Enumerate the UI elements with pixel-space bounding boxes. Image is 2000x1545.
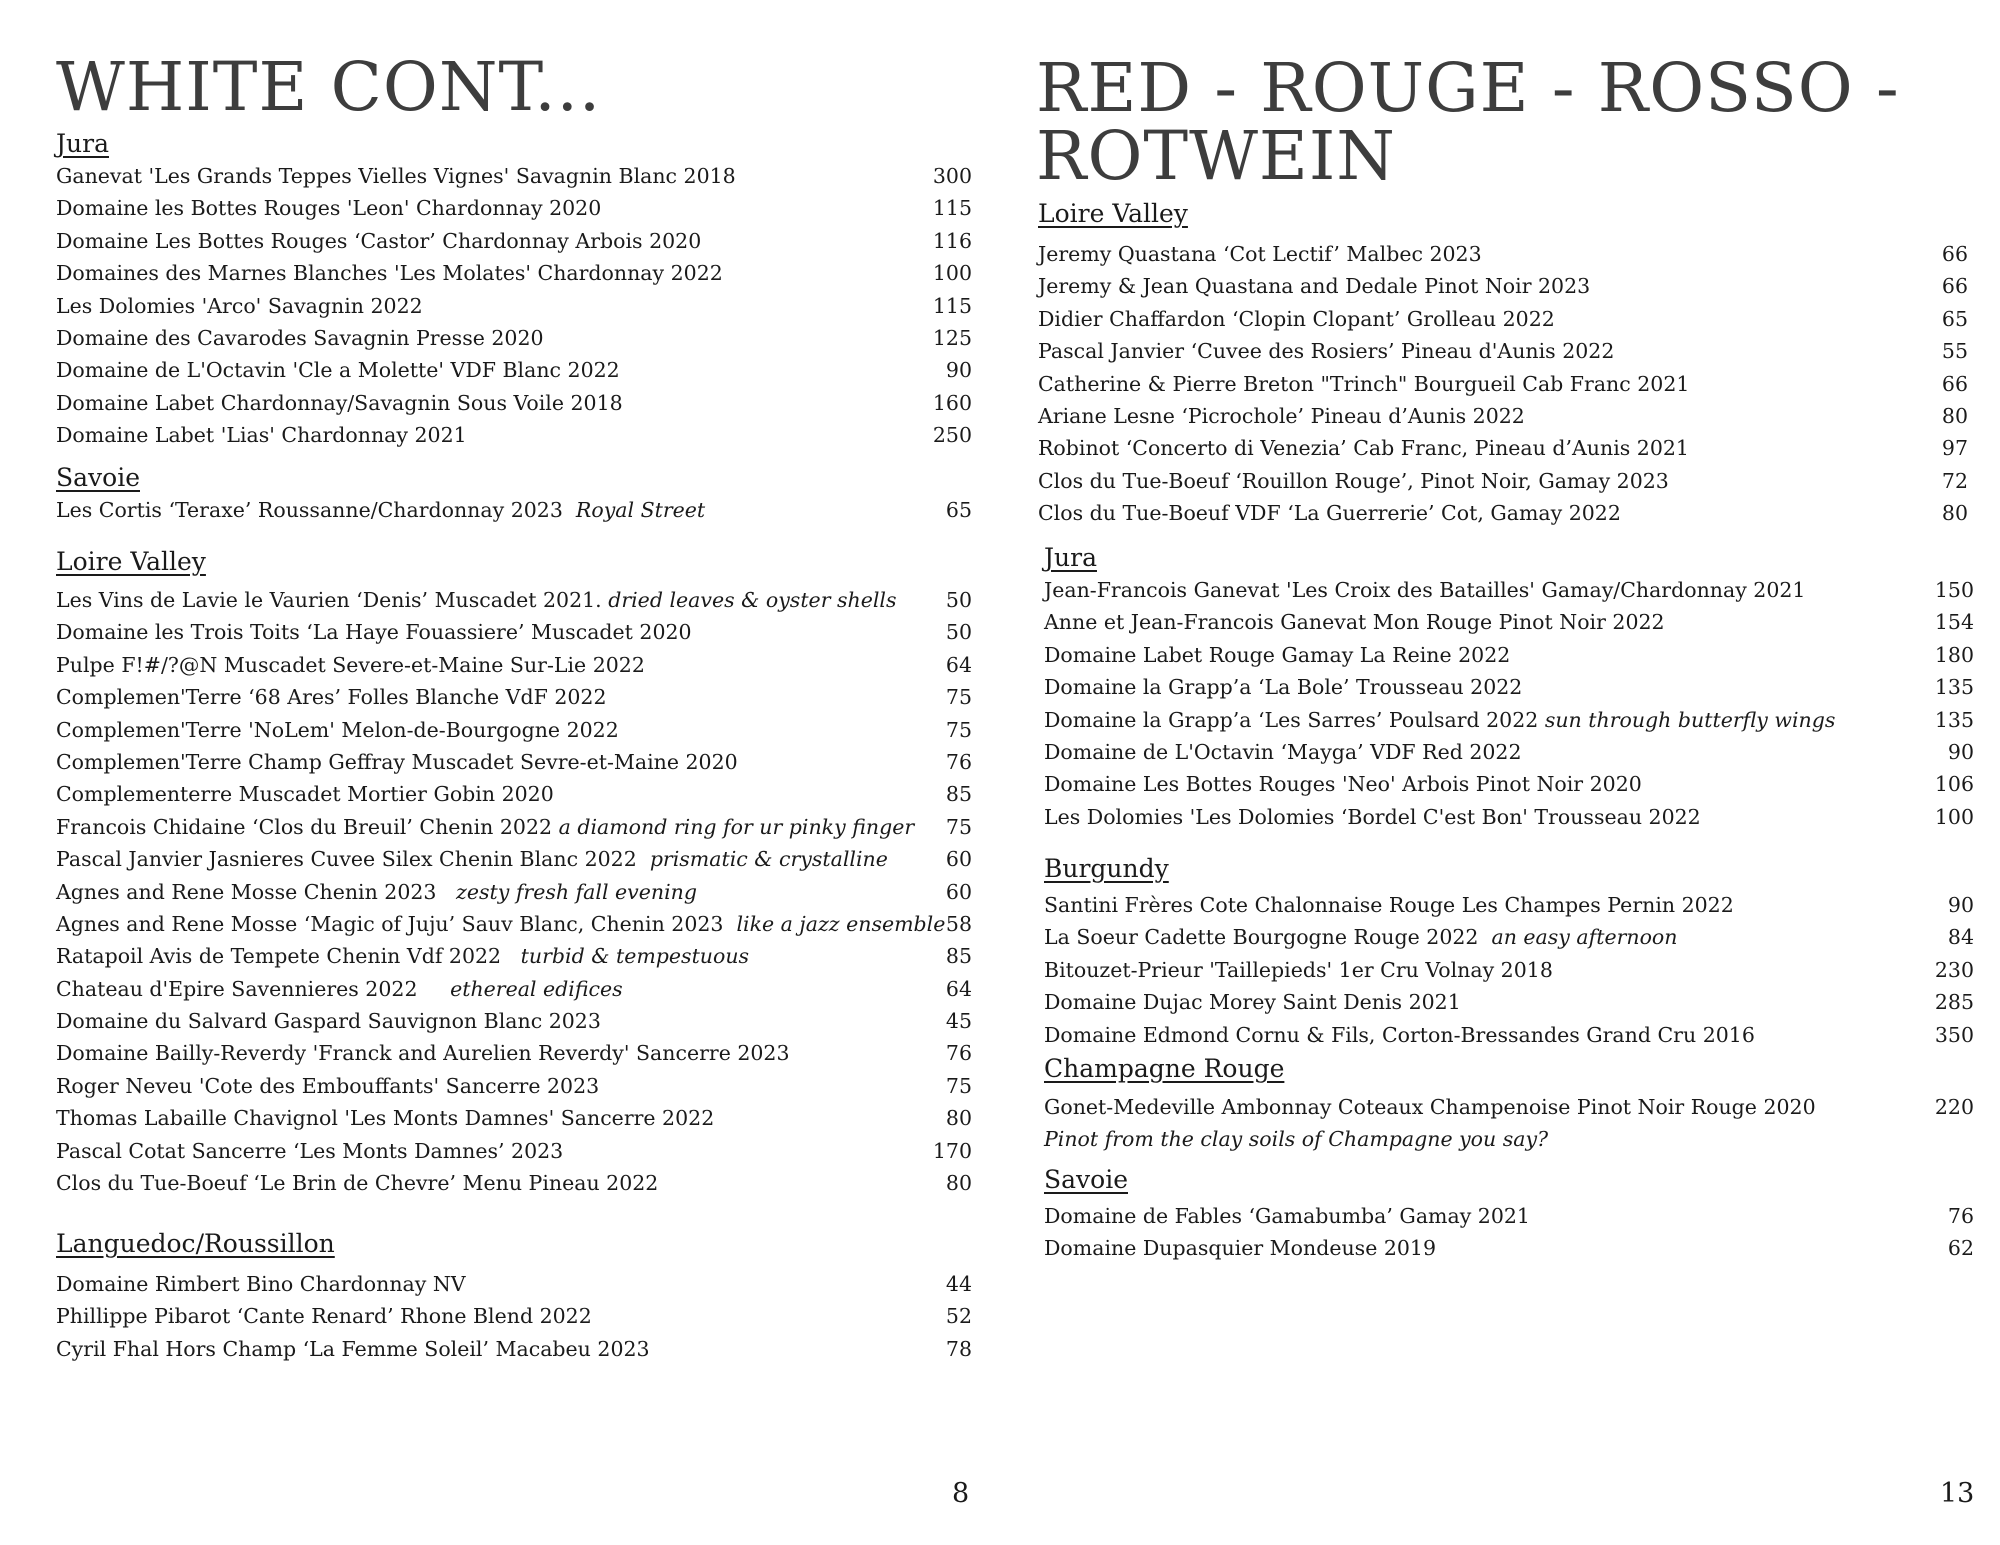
wine-list bbox=[1038, 238, 1968, 530]
wine-price: 60 bbox=[945, 847, 972, 872]
wine-name bbox=[1038, 497, 1936, 529]
wine-price: 350 bbox=[1934, 1022, 1974, 1047]
wine-price: 250 bbox=[932, 423, 972, 448]
wine-price: 60 bbox=[945, 879, 972, 904]
wine-row bbox=[56, 1005, 972, 1037]
wine-price: 78 bbox=[945, 1336, 972, 1361]
wine-price: 90 bbox=[1947, 893, 1974, 917]
wine-row bbox=[1044, 921, 1974, 953]
wine-label: Pascal Cotat Sancerre ‘Les Monts Damnes’ 2023 bbox=[56, 1138, 564, 1163]
wine-price: 125 bbox=[932, 325, 972, 350]
wine-name bbox=[56, 387, 927, 419]
wine-label: Domaines des Marnes Blanches 'Les Molates' Chardonnay 2022 bbox=[56, 261, 723, 286]
wine-row bbox=[1044, 1232, 1974, 1264]
tasting-note: ethereal edifices bbox=[450, 976, 623, 1001]
wine-label: Gonet-Medeville Ambonnay Coteaux Champenoise Pinot Noir Rouge 2020 bbox=[1044, 1095, 1816, 1119]
wine-row bbox=[56, 1300, 972, 1332]
wine-label: Domaine Labet Rouge Gamay La Reine 2022 bbox=[1044, 642, 1511, 667]
wine-name bbox=[1038, 270, 1936, 302]
wine-price: 50 bbox=[945, 588, 972, 612]
wine-label: Domaine la Grapp’a ‘La Bole’ Trousseau 2022 bbox=[1044, 675, 1523, 700]
section-heading: Savoie bbox=[1044, 1165, 1128, 1194]
section-languedoc bbox=[56, 1228, 972, 1365]
tasting-note: a diamond ring for ur pinky finger bbox=[558, 814, 915, 839]
wine-name bbox=[56, 322, 927, 354]
wine-label: Complemen'Terre ‘68 Ares’ Folles Blanche VdF 2022 bbox=[56, 685, 607, 710]
wine-price: 90 bbox=[945, 358, 972, 383]
wine-price: 75 bbox=[945, 685, 972, 710]
wine-label: Complemen'Terre 'NoLem' Melon-de-Bourgogne 2022 bbox=[56, 717, 619, 742]
wine-name bbox=[56, 973, 940, 1005]
wine-row bbox=[56, 290, 972, 322]
section-heading: Loire Valley bbox=[1038, 199, 1188, 228]
wine-row bbox=[56, 1333, 972, 1365]
wine-price: 100 bbox=[1934, 804, 1974, 829]
wine-row bbox=[1044, 671, 1974, 703]
wine-row bbox=[1044, 704, 1974, 736]
wine-label: Domaine Labet 'Lias' Chardonnay 2021 bbox=[56, 423, 467, 448]
wine-label: Domaine de L'Octavin 'Cle a Molette' VDF Blanc 2022 bbox=[56, 358, 620, 383]
wine-label: Domaine Labet Chardonnay/Savagnin Sous Voile 2018 bbox=[56, 390, 623, 415]
wine-row bbox=[1044, 574, 1974, 606]
wine-label: Agnes and Rene Mosse ‘Magic of Juju’ Sauv Blanc, Chenin 2023 bbox=[56, 911, 737, 936]
wine-name bbox=[56, 1037, 940, 1069]
page-title: WHITE CONT... bbox=[56, 48, 602, 126]
wine-price: 76 bbox=[945, 749, 972, 774]
wine-label: Clos du Tue-Boeuf ‘Rouillon Rouge’, Pinot Noir, Gamay 2023 bbox=[1038, 468, 1669, 493]
wine-row bbox=[56, 908, 972, 940]
wine-row bbox=[56, 192, 972, 224]
wine-row bbox=[56, 940, 972, 972]
wine-row bbox=[56, 1135, 972, 1167]
wine-label: Complementerre Muscadet Mortier Gobin 2020 bbox=[56, 782, 554, 807]
wine-label: Domaine Les Bottes Rouges 'Neo' Arbois Pinot Noir 2020 bbox=[1044, 772, 1642, 797]
wine-name bbox=[1044, 1019, 1929, 1051]
wine-name bbox=[56, 778, 940, 810]
wine-list bbox=[1044, 1091, 1974, 1123]
wine-name bbox=[56, 746, 940, 778]
wine-label: Thomas Labaille Chavignol 'Les Monts Damnes' Sancerre 2022 bbox=[56, 1106, 715, 1131]
wine-row bbox=[56, 257, 972, 289]
wine-label: Bitouzet-Prieur 'Taillepieds' 1er Cru Volnay 2018 bbox=[1044, 957, 1553, 982]
wine-row bbox=[56, 1102, 972, 1134]
wine-row bbox=[1044, 986, 1974, 1018]
wine-price: 106 bbox=[1934, 772, 1974, 797]
wine-row bbox=[1038, 238, 1968, 270]
wine-price: 66 bbox=[1941, 274, 1968, 299]
wine-label: Domaine Dujac Morey Saint Denis 2021 bbox=[1044, 990, 1461, 1015]
section-savoie-white bbox=[56, 462, 972, 526]
wine-label: Domaine la Grapp’a ‘Les Sarres’ Poulsard 2022 bbox=[1044, 707, 1545, 732]
wine-price: 115 bbox=[932, 293, 972, 318]
wine-label: Clos du Tue-Boeuf ‘Le Brin de Chevre’ Menu Pineau 2022 bbox=[56, 1171, 659, 1196]
wine-price: 52 bbox=[945, 1304, 972, 1329]
wine-row bbox=[1044, 1019, 1974, 1051]
wine-list bbox=[56, 494, 972, 526]
wine-price: 72 bbox=[1941, 468, 1968, 493]
wine-price: 100 bbox=[932, 261, 972, 286]
wine-label: Jeremy & Jean Quastana and Dedale Pinot Noir 2023 bbox=[1038, 274, 1591, 299]
wine-row bbox=[1044, 606, 1974, 638]
wine-label: Ratapoil Avis de Tempete Chenin Vdf 2022 bbox=[56, 944, 521, 969]
wine-name bbox=[1044, 1200, 1942, 1232]
wine-label: Les Cortis ‘Teraxe’ Roussanne/Chardonnay 2023 bbox=[56, 498, 576, 522]
wine-name bbox=[56, 1333, 940, 1365]
wine-row bbox=[1044, 768, 1974, 800]
wine-price: 75 bbox=[945, 814, 972, 839]
section-burgundy bbox=[1044, 853, 1974, 1051]
wine-price: 66 bbox=[1941, 371, 1968, 396]
wine-row bbox=[1038, 432, 1968, 464]
wine-name bbox=[1038, 368, 1936, 400]
wine-row bbox=[1038, 303, 1968, 335]
wine-label: Domaine les Trois Toits ‘La Haye Fouassiere’ Muscadet 2020 bbox=[56, 620, 692, 645]
wine-list bbox=[1044, 889, 1974, 1051]
wine-row bbox=[56, 681, 972, 713]
wine-price: 76 bbox=[945, 1041, 972, 1066]
section-heading: Loire Valley bbox=[56, 547, 206, 576]
wine-row bbox=[56, 649, 972, 681]
wine-name bbox=[56, 811, 940, 843]
wine-name bbox=[56, 649, 940, 681]
wine-label: Domaine Edmond Cornu & Fils, Corton-Bressandes Grand Cru 2016 bbox=[1044, 1022, 1755, 1047]
wine-row bbox=[1044, 954, 1974, 986]
wine-row bbox=[1044, 639, 1974, 671]
wine-name bbox=[1044, 574, 1929, 606]
wine-row bbox=[1038, 497, 1968, 529]
wine-price: 64 bbox=[945, 976, 972, 1001]
wine-name bbox=[56, 584, 940, 616]
wine-price: 85 bbox=[945, 944, 972, 969]
wine-label: Domaine les Bottes Rouges 'Leon' Chardonnay 2020 bbox=[56, 196, 602, 221]
wine-name bbox=[1044, 921, 1942, 953]
wine-label: Les Vins de Lavie le Vaurien ‘Denis’ Muscadet 2021. bbox=[56, 588, 609, 612]
wine-price: 75 bbox=[945, 1073, 972, 1098]
wine-price: 80 bbox=[945, 1171, 972, 1196]
wine-label: Santini Frères Cote Chalonnaise Rouge Les Champes Pernin 2022 bbox=[1044, 893, 1734, 917]
wine-label: Domaine Bailly-Reverdy 'Franck and Aurelien Reverdy' Sancerre 2023 bbox=[56, 1041, 790, 1066]
wine-label: Complemen'Terre Champ Geffray Muscadet Sevre-et-Maine 2020 bbox=[56, 749, 738, 774]
wine-price: 44 bbox=[945, 1272, 972, 1296]
wine-name bbox=[1038, 303, 1936, 335]
wine-price: 80 bbox=[945, 1106, 972, 1131]
wine-row bbox=[56, 746, 972, 778]
wine-price: 115 bbox=[932, 196, 972, 221]
section-loire-red bbox=[1038, 198, 1968, 530]
wine-label: Phillippe Pibarot ‘Cante Renard’ Rhone Blend 2022 bbox=[56, 1304, 592, 1329]
wine-row bbox=[56, 778, 972, 810]
wine-label: Les Dolomies 'Les Dolomies ‘Bordel C'est Bon' Trousseau 2022 bbox=[1044, 804, 1701, 829]
wine-name bbox=[56, 843, 940, 875]
page-title: RED - ROUGE - ROSSO - ROTWEIN bbox=[1036, 49, 1900, 195]
wine-label: Jean-Francois Ganevat 'Les Croix des Batailles' Gamay/Chardonnay 2021 bbox=[1044, 578, 1806, 602]
section-jura-white bbox=[56, 128, 972, 452]
wine-price: 285 bbox=[1934, 990, 1974, 1015]
wine-label: Chateau d'Epire Savennieres 2022 bbox=[56, 976, 451, 1001]
wine-row bbox=[56, 387, 972, 419]
wine-label: Pascal Janvier ‘Cuvee des Rosiers’ Pineau d'Aunis 2022 bbox=[1038, 339, 1615, 364]
wine-price: 135 bbox=[1934, 707, 1974, 732]
wine-label: Domaine des Cavarodes Savagnin Presse 2020 bbox=[56, 325, 544, 350]
wine-row bbox=[56, 419, 972, 451]
wine-name bbox=[56, 681, 940, 713]
wine-name bbox=[1044, 736, 1942, 768]
wine-label: Domaine Rimbert Bino Chardonnay NV bbox=[56, 1272, 466, 1296]
tasting-note: Royal Street bbox=[575, 498, 706, 522]
wine-price: 116 bbox=[932, 228, 972, 253]
section-heading: Champagne Rouge bbox=[1044, 1054, 1285, 1083]
section-savoie-red bbox=[1044, 1164, 1974, 1265]
wine-price: 80 bbox=[1941, 403, 1968, 428]
wine-row bbox=[56, 1037, 972, 1069]
wine-list bbox=[56, 584, 972, 1199]
wine-label: Robinot ‘Concerto di Venezia’ Cab Franc, Pineau d’Aunis 2021 bbox=[1038, 436, 1689, 461]
wine-name bbox=[56, 354, 940, 386]
wine-price: 50 bbox=[945, 620, 972, 645]
wine-price: 65 bbox=[945, 498, 972, 522]
tasting-note: turbid & tempestuous bbox=[520, 944, 750, 969]
wine-name bbox=[56, 1167, 940, 1199]
wine-row bbox=[56, 876, 972, 908]
section-jura-red bbox=[1044, 542, 1974, 833]
tasting-note: sun through butterfly wings bbox=[1544, 707, 1836, 732]
wine-label: Domaine Les Bottes Rouges ‘Castor’ Chardonnay Arbois 2020 bbox=[56, 228, 702, 253]
wine-price: 55 bbox=[1941, 339, 1968, 364]
wine-price: 64 bbox=[945, 652, 972, 677]
wine-price: 300 bbox=[932, 164, 972, 188]
wine-name bbox=[56, 419, 927, 451]
wine-label: Ariane Lesne ‘Picrochole’ Pineau d’Aunis 2022 bbox=[1038, 403, 1525, 428]
wine-label: Ganevat 'Les Grands Teppes Vielles Vignes' Savagnin Blanc 2018 bbox=[56, 164, 736, 188]
wine-name bbox=[56, 908, 946, 940]
wine-name bbox=[56, 225, 927, 257]
wine-price: 170 bbox=[932, 1138, 972, 1163]
wine-row bbox=[1038, 270, 1968, 302]
wine-name bbox=[1044, 1232, 1942, 1264]
wine-row bbox=[56, 584, 972, 616]
wine-row bbox=[56, 160, 972, 192]
wine-list bbox=[56, 1268, 972, 1365]
wine-name bbox=[1044, 1091, 1929, 1123]
champagne-tagline: Pinot from the clay soils of Champagne you say? bbox=[1044, 1127, 1549, 1152]
wine-price: 58 bbox=[945, 911, 972, 936]
wine-row bbox=[56, 973, 972, 1005]
wine-name bbox=[56, 257, 927, 289]
wine-name bbox=[1044, 704, 1929, 736]
wine-name bbox=[56, 940, 940, 972]
wine-row bbox=[56, 811, 972, 843]
wine-price: 75 bbox=[945, 717, 972, 742]
wine-row bbox=[1044, 1200, 1974, 1232]
section-heading: Savoie bbox=[56, 463, 140, 492]
wine-name bbox=[56, 1102, 940, 1134]
wine-label: Catherine & Pierre Breton "Trinch" Bourgueil Cab Franc 2021 bbox=[1038, 371, 1690, 396]
wine-price: 230 bbox=[1934, 957, 1974, 982]
wine-name bbox=[1038, 335, 1936, 367]
tasting-note: prismatic & crystalline bbox=[649, 847, 888, 872]
wine-row bbox=[1038, 368, 1968, 400]
wine-row bbox=[1038, 335, 1968, 367]
wine-name bbox=[1044, 889, 1942, 921]
wine-name bbox=[1038, 465, 1936, 497]
wine-price: 90 bbox=[1947, 739, 1974, 764]
wine-label: Cyril Fhal Hors Champ ‘La Femme Soleil’ Macabeu 2023 bbox=[56, 1336, 650, 1361]
wine-row bbox=[56, 616, 972, 648]
section-champagne-rouge bbox=[1044, 1053, 1974, 1155]
wine-price: 160 bbox=[932, 390, 972, 415]
wine-label: Jeremy Quastana ‘Cot Lectif’ Malbec 2023 bbox=[1038, 242, 1482, 266]
wine-row bbox=[1044, 1091, 1974, 1123]
wine-name bbox=[1044, 801, 1929, 833]
wine-name bbox=[1044, 639, 1929, 671]
wine-price: 45 bbox=[945, 1009, 972, 1034]
wine-price: 220 bbox=[1934, 1095, 1974, 1119]
wine-price: 150 bbox=[1934, 578, 1974, 602]
wine-row bbox=[1038, 465, 1968, 497]
tasting-note: zesty fresh fall evening bbox=[456, 879, 697, 904]
wine-name bbox=[1044, 606, 1929, 638]
page-number: 8 bbox=[952, 1478, 970, 1509]
tasting-note: dried leaves & oyster shells bbox=[608, 588, 897, 612]
wine-label: Domaine de L'Octavin ‘Mayga’ VDF Red 2022 bbox=[1044, 739, 1522, 764]
wine-row bbox=[1038, 400, 1968, 432]
wine-row bbox=[1044, 736, 1974, 768]
wine-name bbox=[56, 160, 927, 192]
wine-row bbox=[56, 1167, 972, 1199]
wine-name bbox=[56, 714, 940, 746]
page-number: 13 bbox=[1940, 1478, 1975, 1509]
wine-row bbox=[56, 225, 972, 257]
wine-list bbox=[56, 160, 972, 452]
wine-row bbox=[56, 494, 972, 526]
wine-label: Domaine de Fables ‘Gamabumba’ Gamay 2021 bbox=[1044, 1204, 1530, 1228]
wine-name bbox=[56, 192, 927, 224]
section-heading: Jura bbox=[1044, 543, 1097, 572]
wine-list bbox=[1044, 574, 1974, 833]
wine-row bbox=[56, 1070, 972, 1102]
wine-row bbox=[1044, 889, 1974, 921]
wine-price: 97 bbox=[1941, 436, 1968, 461]
wine-price: 84 bbox=[1947, 925, 1974, 950]
wine-row bbox=[56, 843, 972, 875]
wine-name bbox=[56, 1300, 940, 1332]
wine-label: La Soeur Cadette Bourgogne Rouge 2022 bbox=[1044, 925, 1492, 950]
wine-label: Didier Chaffardon ‘Clopin Clopant’ Grolleau 2022 bbox=[1038, 306, 1555, 331]
right-page bbox=[1000, 0, 2000, 1545]
section-heading: Burgundy bbox=[1044, 854, 1169, 883]
wine-row bbox=[1044, 801, 1974, 833]
wine-name bbox=[1038, 432, 1936, 464]
wine-name bbox=[1044, 768, 1929, 800]
wine-price: 135 bbox=[1934, 675, 1974, 700]
wine-name bbox=[1038, 400, 1936, 432]
wine-name bbox=[1038, 238, 1936, 270]
wine-label: Agnes and Rene Mosse Chenin 2023 bbox=[56, 879, 457, 904]
wine-name bbox=[1044, 954, 1929, 986]
wine-label: Les Dolomies 'Arco' Savagnin 2022 bbox=[56, 293, 423, 318]
section-heading: Languedoc/Roussillon bbox=[56, 1229, 335, 1258]
wine-name bbox=[56, 494, 940, 526]
wine-name bbox=[56, 1135, 927, 1167]
wine-name bbox=[56, 1005, 940, 1037]
wine-name bbox=[56, 290, 927, 322]
wine-price: 154 bbox=[1934, 610, 1974, 635]
wine-name bbox=[56, 1268, 940, 1300]
wine-label: Anne et Jean-Francois Ganevat Mon Rouge Pinot Noir 2022 bbox=[1044, 610, 1665, 635]
wine-row bbox=[56, 714, 972, 746]
wine-name bbox=[56, 876, 940, 908]
wine-label: Domaine du Salvard Gaspard Sauvignon Blanc 2023 bbox=[56, 1009, 601, 1034]
wine-name bbox=[56, 616, 940, 648]
wine-name bbox=[1044, 671, 1929, 703]
wine-price: 76 bbox=[1947, 1204, 1974, 1228]
wine-list bbox=[1044, 1200, 1974, 1265]
wine-name bbox=[56, 1070, 940, 1102]
wine-price: 66 bbox=[1941, 242, 1968, 266]
wine-label: Pulpe F!#/?@N Muscadet Severe-et-Maine Sur-Lie 2022 bbox=[56, 652, 645, 677]
wine-row bbox=[56, 1268, 972, 1300]
section-heading: Jura bbox=[56, 129, 109, 158]
section-loire-white bbox=[56, 546, 972, 1199]
wine-row bbox=[56, 322, 972, 354]
wine-label: Clos du Tue-Boeuf VDF ‘La Guerrerie’ Cot, Gamay 2022 bbox=[1038, 501, 1621, 526]
wine-price: 85 bbox=[945, 782, 972, 807]
wine-row bbox=[56, 354, 972, 386]
wine-price: 80 bbox=[1941, 501, 1968, 526]
tasting-note: like a jazz ensemble bbox=[736, 911, 946, 936]
tasting-note: an easy afternoon bbox=[1491, 925, 1678, 950]
wine-price: 62 bbox=[1947, 1236, 1974, 1261]
wine-label: Pascal Janvier Jasnieres Cuvee Silex Chenin Blanc 2022 bbox=[56, 847, 650, 872]
wine-label: Domaine Dupasquier Mondeuse 2019 bbox=[1044, 1236, 1437, 1261]
wine-price: 180 bbox=[1934, 642, 1974, 667]
wine-price: 65 bbox=[1941, 306, 1968, 331]
wine-name bbox=[1044, 986, 1929, 1018]
wine-label: Francois Chidaine ‘Clos du Breuil’ Chenin 2022 bbox=[56, 814, 559, 839]
wine-label: Roger Neveu 'Cote des Embouffants' Sancerre 2023 bbox=[56, 1073, 600, 1098]
